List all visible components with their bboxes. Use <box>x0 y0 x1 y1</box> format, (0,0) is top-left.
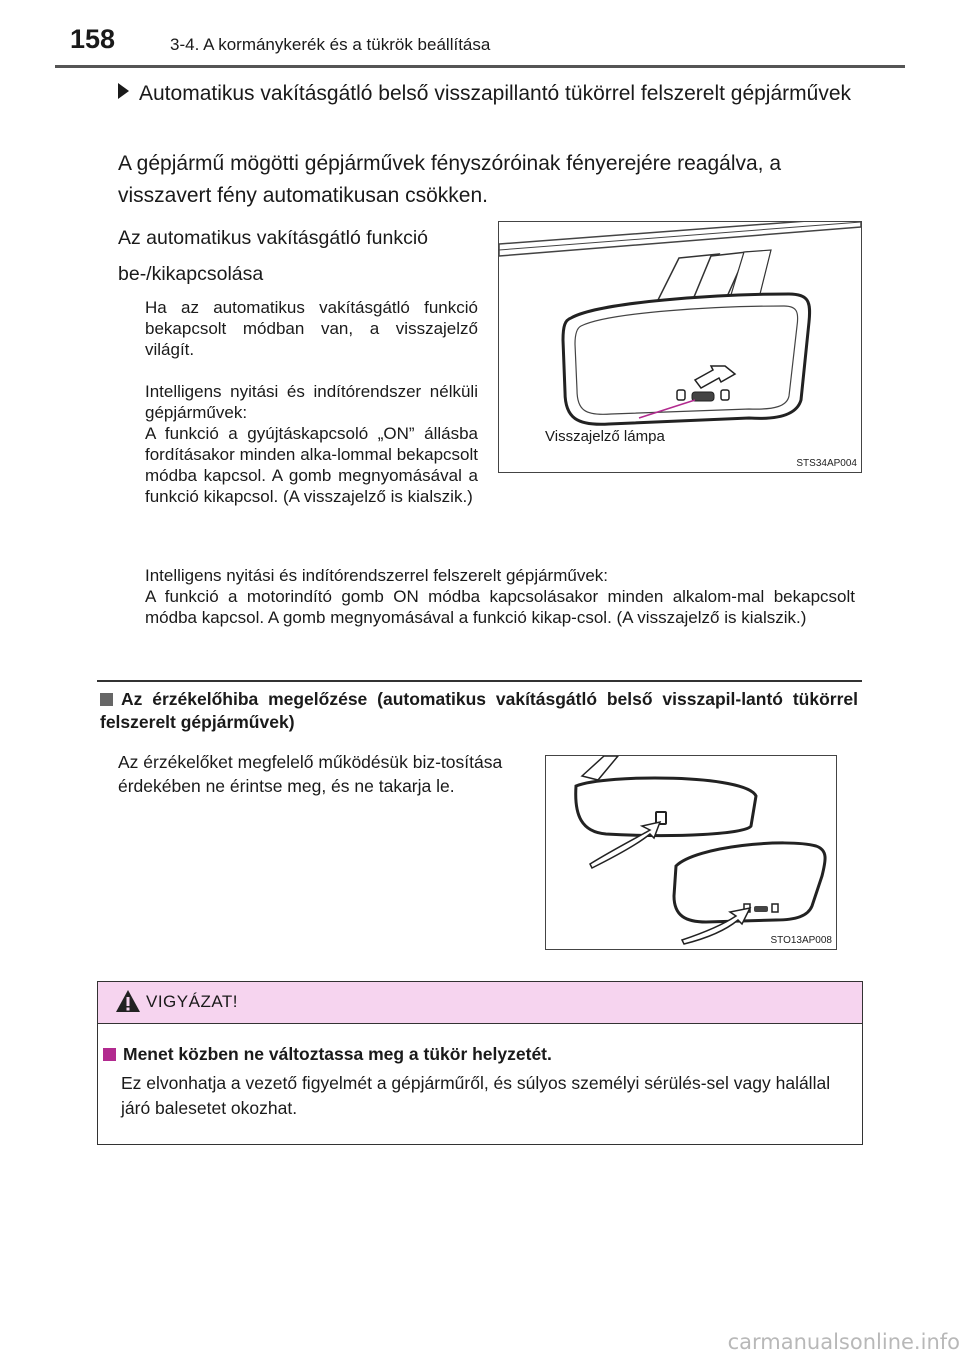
figure-code: STO13AP008 <box>770 935 832 946</box>
paragraph-without-smart-key: Intelligens nyitási és indítórendszer nélküli gépjárművek: A funkció a gyújtáskapcsoló „ON” állásba fordításakor minden alka-lommal bekapcsolt módba kapcsol. A gomb megnyomásával a funkció kikapcsol. (A visszajelző is kialszik.) <box>145 382 478 506</box>
paragraph-indicator: Ha az automatikus vakításgátló funkció bekapcsolt módban van, a visszajelző világít. <box>145 298 478 359</box>
caution-subtitle-text: Menet közben ne változtassa meg a tükör helyzetét. <box>123 1044 552 1064</box>
caution-body: Ez elvonhatja a vezető figyelmét a gépjárműről, és súlyos személyi sérülés-sel vagy halállal járó balesetet okozhat. <box>121 1073 831 1118</box>
mirror-figure <box>498 221 862 473</box>
caution-subtitle <box>103 1044 552 1065</box>
figure-code: STS34AP004 <box>796 458 857 469</box>
section-title-text: Az érzékelőhiba megelőzése (automatikus vakításgátló belső visszapil-lantó tükörrel felszerelt gépjárművek) <box>100 689 858 732</box>
function-title: Az automatikus vakításgátló funkció be-/kikapcsolása <box>118 227 428 285</box>
indicator-lamp-callout: Visszajelző lámpa <box>545 428 665 445</box>
caution-header <box>98 982 862 1024</box>
caution-title: VIGYÁZAT! <box>146 992 239 1011</box>
sensor-figure <box>545 755 837 950</box>
caution-box <box>97 981 863 1145</box>
sub-heading-text: Automatikus vakításgátló belső visszapillantó tükörrel felszerelt gépjárművek <box>139 82 852 105</box>
intro-text: A gépjármű mögötti gépjárművek fényszóróinak fényerejére reagálva, a visszavert fény automatikusan csökken. <box>118 152 782 207</box>
paragraph-with-smart-key: Intelligens nyitási és indítórendszerrel felszerelt gépjárművek: A funkció a motorindító gomb ON módba kapcsolásakor minden alkalom-mal bekapcsolt módba kapcsol. A gomb megnyomásával a funkció kikap-csol. (A visszajelző is kialszik.) <box>145 566 855 627</box>
warning-icon <box>115 989 141 1013</box>
sensor-illustration <box>546 756 836 949</box>
sub-heading <box>118 78 858 110</box>
square-bullet-icon <box>103 1048 116 1061</box>
square-bullet-icon <box>100 693 113 706</box>
page-number: 158 <box>70 24 116 54</box>
section-rule <box>97 680 862 682</box>
header-rule <box>55 65 905 68</box>
triangle-bullet-icon <box>118 83 129 99</box>
watermark: carmanualsonline.info <box>727 1330 960 1354</box>
section-body: Az érzékelőket megfelelő működésük biz-tosítása érdekében ne érintse meg, és ne takarja le. <box>118 752 503 796</box>
section-title <box>100 688 858 734</box>
chapter-title: 3-4. A kormánykerék és a tükrök beállítása <box>170 35 491 54</box>
